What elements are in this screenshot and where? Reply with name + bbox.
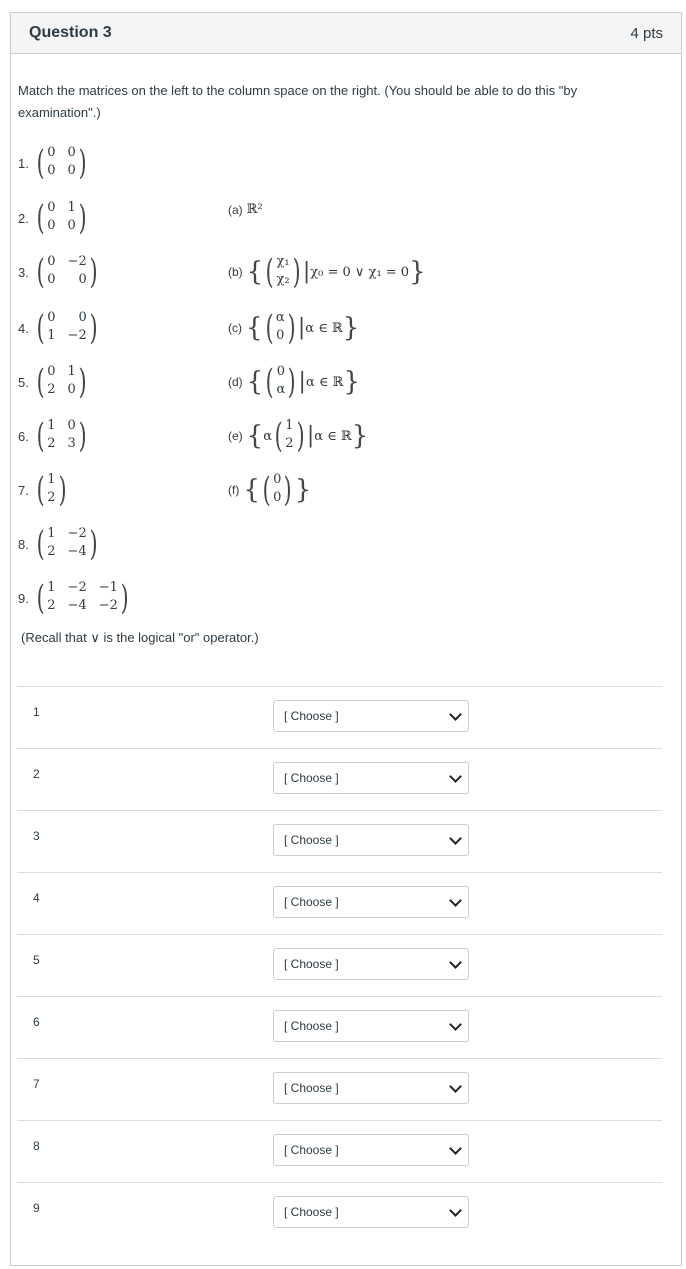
matrix-entry: 0 bbox=[47, 254, 56, 269]
select-value: [ Choose ] bbox=[284, 1019, 339, 1033]
matrix-entry: 0 bbox=[47, 163, 56, 178]
matrix-body bbox=[34, 198, 89, 238]
answer-select-2[interactable] bbox=[273, 762, 469, 794]
matrix-body bbox=[34, 416, 89, 456]
matrix-number: 3. bbox=[18, 264, 29, 280]
option-e-top: 1 bbox=[285, 418, 294, 433]
answer-row-2 bbox=[17, 748, 662, 810]
option-b-label: (b) bbox=[228, 265, 243, 279]
answer-label: 9 bbox=[33, 1201, 40, 1215]
answer-select-7[interactable] bbox=[273, 1072, 469, 1104]
option-b-close-brace: } bbox=[409, 257, 426, 287]
chevron-down-icon bbox=[449, 708, 462, 721]
left-paren: ( bbox=[36, 416, 45, 456]
option-e-condition: α ∈ ℝ bbox=[314, 428, 352, 444]
matrix-1 bbox=[18, 143, 89, 183]
option-f-top: 0 bbox=[273, 472, 282, 487]
left-paren: ( bbox=[36, 524, 45, 564]
left-paren: ( bbox=[36, 308, 45, 348]
answer-row-5 bbox=[17, 934, 662, 996]
chevron-down-icon bbox=[449, 1018, 462, 1031]
select-value: [ Choose ] bbox=[284, 1143, 339, 1157]
matrix-entry: 0 bbox=[47, 310, 56, 325]
select-value: [ Choose ] bbox=[284, 1081, 339, 1095]
answer-row-9 bbox=[17, 1182, 662, 1244]
matrix-entry: 2 bbox=[47, 544, 56, 559]
matrix-entry: −4 bbox=[67, 598, 87, 613]
matrix-number: 2. bbox=[18, 210, 29, 226]
option-c-vector: ( α 0 ) bbox=[265, 308, 296, 348]
option-f-vector: ( 0 0 ) bbox=[262, 470, 293, 510]
option-d-condition: α ∈ ℝ bbox=[305, 374, 344, 390]
matrix-body bbox=[34, 578, 131, 618]
matrix-entry: 0 bbox=[67, 163, 76, 178]
option-c-top: α bbox=[275, 310, 285, 325]
right-paren: ) bbox=[78, 143, 87, 183]
matrix-entry: 0 bbox=[78, 272, 87, 287]
matrix-entry: 2 bbox=[47, 436, 56, 451]
left-paren: ( bbox=[36, 362, 45, 402]
right-paren: ) bbox=[120, 578, 129, 618]
right-paren: ) bbox=[89, 524, 98, 564]
option-a bbox=[228, 202, 263, 217]
option-b-condition: χ₀ = 0 ∨ χ₁ = 0 bbox=[310, 264, 410, 280]
matrix-entry: −2 bbox=[67, 254, 87, 269]
option-e-label: (e) bbox=[228, 429, 243, 443]
option-e-scalar: α bbox=[263, 428, 272, 444]
matrix-9 bbox=[18, 578, 131, 618]
matrix-number: 1. bbox=[18, 155, 29, 171]
matrix-body bbox=[34, 362, 89, 402]
answer-label: 7 bbox=[33, 1077, 40, 1091]
answer-list bbox=[17, 686, 662, 1244]
answer-select-9[interactable] bbox=[273, 1196, 469, 1228]
answer-row-6 bbox=[17, 996, 662, 1058]
matrix-8 bbox=[18, 524, 100, 564]
chevron-down-icon bbox=[449, 894, 462, 907]
matrix-entry: 0 bbox=[67, 145, 76, 160]
answer-select-6[interactable] bbox=[273, 1010, 469, 1042]
matrix-entry: 1 bbox=[47, 418, 56, 433]
matrix-entry: 1 bbox=[47, 580, 56, 595]
matrix-number: 4. bbox=[18, 320, 29, 336]
option-e-vector: ( 1 2 ) bbox=[274, 416, 305, 456]
question-points: 4 pts bbox=[630, 24, 663, 42]
left-paren: ( bbox=[36, 252, 45, 292]
option-f: (f) { ( 0 0 ) } bbox=[228, 470, 312, 510]
matrix-entry: −4 bbox=[67, 544, 87, 559]
matrix-number: 7. bbox=[18, 482, 29, 498]
matrix-entry: 1 bbox=[67, 200, 76, 215]
answer-row-3 bbox=[17, 810, 662, 872]
matrix-7 bbox=[18, 470, 69, 510]
option-b-top: χ₁ bbox=[276, 254, 290, 269]
matrix-entry: 0 bbox=[47, 218, 56, 233]
answer-select-1[interactable] bbox=[273, 700, 469, 732]
matrix-6 bbox=[18, 416, 89, 456]
option-f-bottom: 0 bbox=[273, 490, 282, 505]
matrix-entry: 0 bbox=[47, 364, 56, 379]
matrix-3 bbox=[18, 252, 100, 292]
matrix-entry: −2 bbox=[67, 580, 87, 595]
option-c: (c) { ( α 0 ) | α ∈ ℝ } bbox=[228, 308, 360, 348]
chevron-down-icon bbox=[449, 1204, 462, 1217]
option-f-label: (f) bbox=[228, 483, 240, 497]
select-value: [ Choose ] bbox=[284, 709, 339, 723]
matrix-entry: 1 bbox=[47, 526, 56, 541]
select-value: [ Choose ] bbox=[284, 895, 339, 909]
right-paren: ) bbox=[78, 416, 87, 456]
matrix-number: 6. bbox=[18, 428, 29, 444]
answer-select-3[interactable] bbox=[273, 824, 469, 856]
right-paren: ) bbox=[78, 362, 87, 402]
option-d-bottom: α bbox=[276, 382, 286, 397]
matrix-entry: 0 bbox=[47, 200, 56, 215]
answer-label: 5 bbox=[33, 953, 40, 967]
answer-label: 3 bbox=[33, 829, 40, 843]
option-c-label: (c) bbox=[228, 321, 242, 335]
matrix-entry: 1 bbox=[67, 364, 76, 379]
right-paren: ) bbox=[89, 308, 98, 348]
matrix-body bbox=[34, 470, 69, 510]
answer-row-4 bbox=[17, 872, 662, 934]
matrix-entry: −1 bbox=[98, 580, 118, 595]
matrix-entry: 1 bbox=[47, 328, 56, 343]
matrix-entry: −2 bbox=[67, 328, 87, 343]
matrix-entry: 3 bbox=[67, 436, 76, 451]
right-paren: ) bbox=[78, 198, 87, 238]
answer-label: 1 bbox=[33, 705, 40, 719]
answer-label: 6 bbox=[33, 1015, 40, 1029]
left-paren: ( bbox=[36, 470, 45, 510]
right-paren: ) bbox=[58, 470, 67, 510]
select-value: [ Choose ] bbox=[284, 771, 339, 785]
matrix-entry: 2 bbox=[47, 490, 56, 505]
option-b-bottom: χ₂ bbox=[276, 272, 290, 287]
matrix-body bbox=[34, 143, 89, 183]
question-body bbox=[18, 80, 668, 645]
answer-select-8[interactable] bbox=[273, 1134, 469, 1166]
recall-note: (Recall that ∨ is the logical "or" operator.) bbox=[21, 630, 259, 645]
matrix-number: 8. bbox=[18, 536, 29, 552]
option-c-bottom: 0 bbox=[276, 328, 285, 343]
option-b-open-brace: { bbox=[246, 257, 264, 287]
matrix-entry: 2 bbox=[47, 598, 56, 613]
answer-row-7 bbox=[17, 1058, 662, 1120]
matrix-entry: 0 bbox=[47, 272, 56, 287]
select-value: [ Choose ] bbox=[284, 833, 339, 847]
matrix-entry: 0 bbox=[47, 145, 56, 160]
answer-select-4[interactable] bbox=[273, 886, 469, 918]
question-header bbox=[11, 13, 681, 54]
matrix-entry: 0 bbox=[67, 418, 76, 433]
option-e-bottom: 2 bbox=[285, 436, 294, 451]
matrix-body bbox=[34, 524, 100, 564]
matrix-number: 5. bbox=[18, 374, 29, 390]
option-b: (b) { ( χ₁ χ₂ ) | χ₀ = 0 ∨ χ₁ = 0 } bbox=[228, 252, 426, 292]
option-c-condition: α ∈ ℝ bbox=[305, 320, 343, 336]
option-d: (d) { ( 0 α ) | α ∈ ℝ } bbox=[228, 362, 360, 402]
answer-label: 8 bbox=[33, 1139, 40, 1153]
matrix-entry: −2 bbox=[98, 598, 118, 613]
option-d-label: (d) bbox=[228, 375, 243, 389]
question-title: Question 3 bbox=[29, 24, 112, 41]
chevron-down-icon bbox=[449, 832, 462, 845]
answer-row-1 bbox=[17, 686, 662, 748]
option-a-label: (a) bbox=[228, 202, 243, 217]
right-paren: ) bbox=[89, 252, 98, 292]
option-b-vector: ( χ₁ χ₂ ) bbox=[265, 252, 301, 292]
answer-select-5[interactable] bbox=[273, 948, 469, 980]
matrix-4 bbox=[18, 308, 100, 348]
chevron-down-icon bbox=[449, 1142, 462, 1155]
matrix-entry: 1 bbox=[47, 472, 56, 487]
matrix-entry: 0 bbox=[67, 382, 76, 397]
matrix-entry: 2 bbox=[47, 382, 56, 397]
matrix-entry: −2 bbox=[67, 526, 87, 541]
chevron-down-icon bbox=[449, 1080, 462, 1093]
left-paren: ( bbox=[36, 198, 45, 238]
chevron-down-icon bbox=[449, 956, 462, 969]
question-prompt: Match the matrices on the left to the column space on the right. (You should be able to do this "by examination".) bbox=[18, 83, 578, 120]
matrix-body bbox=[34, 252, 100, 292]
matrix-body bbox=[34, 308, 100, 348]
chevron-down-icon bbox=[449, 770, 462, 783]
matrix-2 bbox=[18, 198, 89, 238]
select-value: [ Choose ] bbox=[284, 1205, 339, 1219]
matrix-number: 9. bbox=[18, 590, 29, 606]
matrix-5 bbox=[18, 362, 89, 402]
answer-row-8 bbox=[17, 1120, 662, 1182]
matrix-entry: 0 bbox=[78, 310, 87, 325]
option-e: (e) { α ( 1 2 ) | α ∈ ℝ } bbox=[228, 416, 369, 456]
left-paren: ( bbox=[36, 578, 45, 618]
answer-label: 2 bbox=[33, 767, 40, 781]
option-d-top: 0 bbox=[276, 364, 286, 379]
matrix-entry: 0 bbox=[67, 218, 76, 233]
option-d-vector: ( 0 α ) bbox=[265, 362, 296, 402]
answer-label: 4 bbox=[33, 891, 40, 905]
select-value: [ Choose ] bbox=[284, 957, 339, 971]
option-a-math: ℝ² bbox=[246, 202, 263, 217]
left-paren: ( bbox=[36, 143, 45, 183]
